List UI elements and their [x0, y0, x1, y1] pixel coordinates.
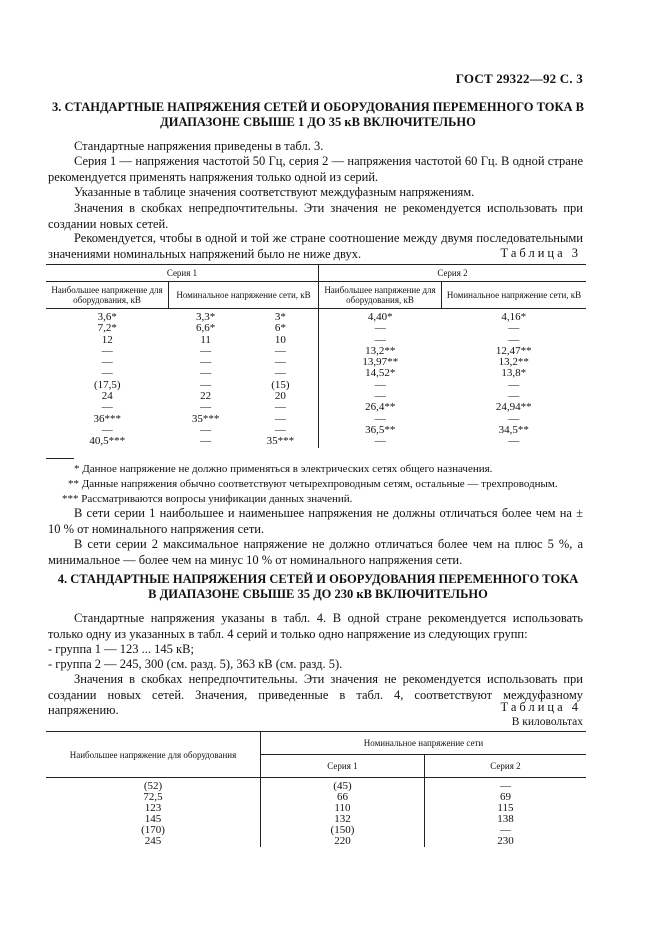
table-3: [46, 264, 586, 448]
table-4-col-max: Наибольшее напряжение для оборудования: [46, 732, 261, 778]
table-cell: 13,8*: [501, 367, 527, 380]
table-cell: 69: [424, 792, 586, 803]
table-cell: —: [101, 344, 113, 357]
table-cell: 35***: [266, 435, 295, 448]
table-cell: —: [319, 380, 442, 391]
table-cell: —: [508, 322, 520, 335]
page-header: ГОСТ 29322—92 С. 3: [455, 71, 583, 86]
table-cell: —: [424, 825, 586, 836]
table-cell: 230: [424, 836, 586, 847]
table-cell: 220: [261, 836, 425, 847]
table-4: [46, 731, 586, 847]
table-cell: —: [101, 423, 113, 436]
table-cell: 3,6*: [97, 311, 117, 323]
table-cell: 6*: [274, 322, 286, 335]
table-cell: —: [101, 401, 113, 414]
footnote-2: ** Данные напряжения обычно соответствуют четырехпроводным сетям, остальные — трехпроводным.: [68, 478, 558, 490]
table-cell: (52): [143, 780, 163, 792]
list-item: - группа 2 — 245, 300 (см. разд. 5), 363 кВ (см. разд. 5).: [48, 657, 343, 671]
table-3-series1-header: Серия 1: [46, 265, 319, 282]
table-cell: (170): [141, 824, 165, 836]
table-cell: 40,5***: [89, 435, 126, 448]
section-3-title: [48, 100, 588, 130]
table-3-col-nom1: Номинальное напряжение сети, кВ: [169, 282, 319, 309]
table-4-col-nom: Номинальное напряжение сети: [261, 732, 587, 755]
table-cell: —: [508, 378, 520, 391]
table-cell: 14,52*: [319, 368, 442, 379]
table-cell: —: [319, 391, 442, 402]
table-cell: 13,97**: [319, 357, 442, 368]
table-cell: 72,5: [143, 791, 163, 803]
table-cell: —: [200, 344, 212, 357]
paragraph: Стандартные напряжения приведены в табл. 3.: [74, 139, 324, 153]
table-cell: —: [274, 367, 286, 380]
table-cell: —: [319, 414, 442, 425]
paragraph: Стандартные напряжения указаны в табл. 4. В одной стране рекомендуется использовать только одну из указанных в табл. 4 серий и только одно напряжение из следующих групп:: [48, 611, 583, 641]
table-4-series1: Серия 1: [261, 755, 425, 778]
table-cell: 4,16*: [501, 311, 527, 323]
table-cell: 36***: [93, 412, 121, 425]
table-row: [46, 323, 586, 334]
table-cell: —: [200, 367, 212, 380]
section-4-title-line1: 4. СТАНДАРТНЫЕ НАПРЯЖЕНИЯ СЕТЕЙ И ОБОРУДОВАНИЯ ПЕРЕМЕННОГО ТОКА: [57, 572, 579, 586]
section-3-title-line2: ДИАПАЗОНЕ СВЫШЕ 1 ДО 35 кВ ВКЛЮЧИТЕЛЬНО: [160, 115, 476, 129]
table-cell: 245: [144, 835, 162, 847]
section-3-title-line1: 3. СТАНДАРТНЫЕ НАПРЯЖЕНИЯ СЕТЕЙ И ОБОРУДОВАНИЯ ПЕРЕМЕННОГО ТОКА В: [51, 100, 585, 114]
table-cell: 13,2**: [319, 346, 442, 357]
table-cell: 24: [101, 390, 113, 403]
table-cell: (15): [271, 378, 290, 391]
table-cell: —: [101, 367, 113, 380]
table-cell: 138: [424, 814, 586, 825]
table-cell: —: [508, 390, 520, 403]
table-cell: —: [274, 344, 286, 357]
table-row: [46, 778, 586, 793]
table-cell: —: [200, 435, 212, 448]
table-cell: 10: [274, 333, 286, 346]
section-4-title: [48, 572, 588, 602]
table-4-caption: Таблица 4: [500, 700, 581, 714]
paragraph: Значения в скобках непредпочтительны. Эти значения не рекомендуется использовать при создании новых сетей. Значения, приведенные в табл. 4, соответствуют междуфазному напряжению.: [48, 672, 583, 717]
table-row: [46, 436, 586, 447]
table-cell: (150): [261, 825, 425, 836]
footnote-divider: [46, 458, 74, 459]
table-cell: 35***: [191, 412, 220, 425]
table-row: [46, 368, 586, 379]
table-cell: 132: [261, 814, 425, 825]
table-cell: —: [200, 401, 212, 414]
table-cell: 115: [424, 803, 586, 814]
table-cell: 66: [261, 792, 425, 803]
table-3-col-max2: Наибольшее напряжение для оборудования, кВ: [319, 282, 442, 309]
paragraph: Серия 1 — напряжения частотой 50 Гц, серия 2 — напряжения частотой 60 Гц. В одной стране рекомендуется применять напряжения только одной из серий.: [48, 154, 583, 184]
table-cell: —: [319, 335, 442, 346]
table-cell: 26,4**: [319, 402, 442, 413]
paragraph: Значения в скобках непредпочтительны. Эти значения не рекомендуется использовать при создании новых сетей.: [48, 201, 583, 231]
table-3-col-nom2: Номинальное напряжение сети, кВ: [442, 282, 587, 309]
table-cell: 11: [200, 333, 211, 346]
table-cell: 12: [101, 333, 113, 346]
table-cell: 20: [274, 390, 286, 403]
table-row: [46, 402, 586, 413]
table-cell: —: [508, 333, 520, 346]
table-cell: —: [274, 401, 286, 414]
table-3-body: [46, 309, 586, 448]
table-cell: 123: [144, 802, 162, 814]
table-cell: —: [424, 778, 586, 793]
table-4-units: В киловольтах: [511, 716, 583, 728]
section-4-title-line2: В ДИАПАЗОНЕ СВЫШЕ 35 ДО 230 кВ ВКЛЮЧИТЕЛЬНО: [148, 587, 488, 601]
table-cell: 6,6*: [196, 322, 216, 335]
table-3-caption: Таблица 3: [500, 246, 581, 260]
table-cell: —: [319, 323, 442, 334]
table-cell: 36,5**: [319, 425, 442, 436]
paragraph: Указанные в таблице значения соответствуют междуфазным напряжениям.: [74, 185, 475, 199]
table-row: [46, 309, 586, 324]
table-cell: —: [274, 412, 286, 425]
table-cell: 3,3*: [196, 311, 216, 323]
paragraph: Рекомендуется, чтобы в одной и той же стране соотношение между двумя последовательными значениями номинальных напряжений было не ниже двух.: [48, 231, 583, 261]
table-cell: 7,2*: [97, 322, 117, 335]
table-cell: —: [101, 356, 113, 369]
table-cell: —: [200, 356, 212, 369]
table-cell: 22: [200, 390, 212, 403]
paragraph: В сети серии 2 максимальное напряжение не должно отличаться более чем на плюс 5 %, а минимальное — более чем на минус 10 % от номинального напряжения сети.: [48, 537, 583, 567]
table-3-col-max1: Наибольшее напряжение для оборудования, кВ: [51, 285, 163, 305]
table-4-body: [46, 778, 586, 848]
table-cell: —: [200, 378, 212, 391]
table-cell: 24,94**: [495, 401, 532, 414]
table-cell: 4,40*: [319, 309, 442, 324]
list-item: - группа 1 — 123 ... 145 кВ;: [48, 642, 194, 656]
table-row: [46, 836, 586, 847]
table-cell: —: [508, 412, 520, 425]
paragraph: В сети серии 1 наибольшее и наименьшее напряжения не должны отличаться более чем на ± 10 % от номинального напряжения сети.: [48, 506, 583, 536]
table-3-series2-header: Серия 2: [319, 265, 587, 282]
table-cell: —: [319, 436, 442, 447]
table-row: [46, 425, 586, 436]
footnote-3: *** Рассматриваются вопросы унификации данных значений.: [62, 493, 353, 505]
table-4-series2: Серия 2: [424, 755, 586, 778]
table-row: [46, 380, 586, 391]
table-cell: (17,5): [93, 378, 121, 391]
table-cell: 145: [144, 813, 162, 825]
table-cell: —: [274, 356, 286, 369]
table-cell: —: [508, 435, 520, 448]
table-cell: 12,47**: [495, 344, 532, 357]
footnote-1: * Данное напряжение не должно применяться в электрических сетях общего назначения.: [74, 463, 493, 475]
table-cell: (45): [261, 778, 425, 793]
table-cell: 3*: [274, 311, 286, 323]
table-cell: —: [200, 423, 212, 436]
table-cell: —: [274, 423, 286, 436]
table-cell: 34,5**: [498, 423, 529, 436]
table-cell: 110: [261, 803, 425, 814]
table-cell: 13,2**: [498, 356, 529, 369]
